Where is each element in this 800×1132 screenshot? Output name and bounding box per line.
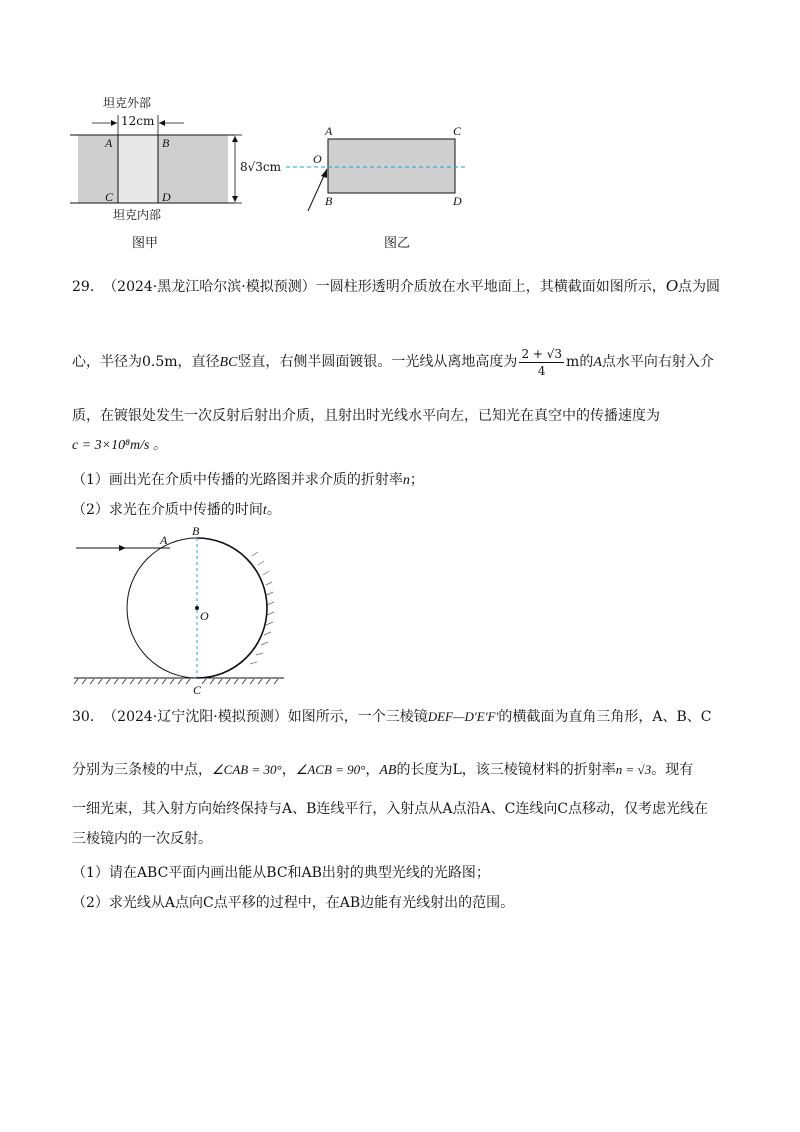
circle-point-o: O <box>200 609 209 623</box>
glass-block-shape <box>328 139 455 193</box>
silver-hatching <box>250 552 274 664</box>
q29-line1: 29. （2024·黑龙江哈尔滨·模拟预测）一圆柱形透明介质放在水平地面上，其横截面如图所示，O点为圆 <box>72 276 720 295</box>
height-dimension: 8√3cm <box>240 160 282 174</box>
q29-line2: 心，半径为0.5m，直径BC竖直，右侧半圆面镀银。一光线从离地高度为 $\frac{2 + √3}{4}$ m的A点水平向右射入介 <box>72 346 714 378</box>
q29-line3: 质，在镀银处发生一次反射后射出介质，且射出时光线水平向左，已知光在真空中的传播速度为 <box>72 408 660 424</box>
yi-point-o: O <box>313 152 322 166</box>
q30-sub1: （1）请在ABC平面内画出能从BC和AB出射的典型光线的光路图； <box>72 865 490 881</box>
q29-source: （2024·黑龙江哈尔滨·模拟预测） <box>103 279 316 295</box>
figure-circle <box>70 530 290 690</box>
q30-sub2: （2）求光线从A点向C点平移的过程中，在AB边能有光线射出的范围。 <box>72 895 515 911</box>
width-dimension: 12cm <box>121 114 155 128</box>
circle-point-a: A <box>160 533 168 547</box>
point-c-label: C <box>105 190 114 204</box>
label-outside: 坦克外部 <box>103 96 152 110</box>
window-shape <box>118 135 158 203</box>
label-inside: 坦克内部 <box>113 208 162 222</box>
q30-source: （2024·辽宁沈阳·模拟预测） <box>103 709 288 725</box>
caption-jia: 图甲 <box>132 236 159 251</box>
q29-sub2: （2）求光在介质中传播的时间t。 <box>72 502 281 518</box>
q30-number: 30. <box>72 709 95 725</box>
q29-line4: c = 3×10⁸m/s 。 <box>72 438 167 453</box>
yi-point-a: A <box>325 124 333 138</box>
circle-point-c: C <box>193 683 202 697</box>
point-a-label: A <box>105 136 113 150</box>
ground-hatching <box>74 679 278 684</box>
q29-number: 29. <box>72 279 95 295</box>
circle-point-b: B <box>192 524 200 538</box>
yi-point-b: B <box>325 194 333 208</box>
height-fraction: $\frac{2 + √3}{4}$ <box>521 346 563 378</box>
yi-point-c: C <box>453 124 462 138</box>
figure-yi <box>280 125 480 220</box>
caption-yi: 图乙 <box>384 236 411 251</box>
q30-line4: 三棱镜内的一次反射。 <box>72 831 212 847</box>
q30-line2: 分别为三条棱的中点，∠CAB = 30°，∠ACB = 90°，AB的长度为L，该三棱镜材料的折射率n = √3。现有 <box>72 762 694 778</box>
q30-line3: 一细光束，其入射方向始终保持与A、B连线平行，入射点从A点沿A、C连线向C点移动，仅考虑光线在 <box>72 801 709 817</box>
center-point <box>195 606 199 610</box>
point-d-label: D <box>162 190 171 204</box>
q29-sub1: （1）画出光在介质中传播的光路图并求介质的折射率n； <box>72 472 424 488</box>
yi-point-d: D <box>453 194 462 208</box>
point-b-label: B <box>162 136 170 150</box>
q30-line1: 30. （2024·辽宁沈阳·模拟预测）如图所示，一个三棱镜DEF—D′E′F′的横截面为直角三角形，A、B、C <box>72 709 712 725</box>
